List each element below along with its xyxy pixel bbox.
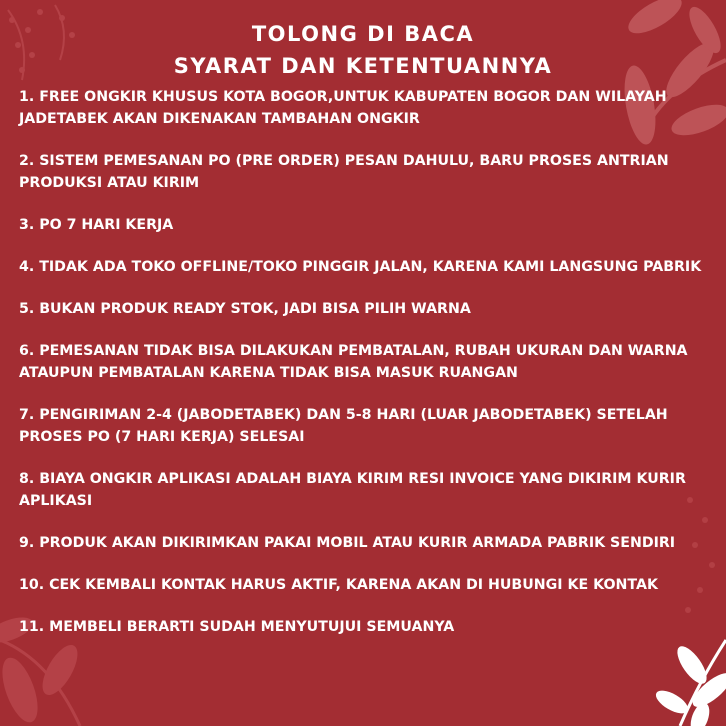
term-item: 3. PO 7 HARI KERJA [19, 217, 174, 233]
term-item: 11. MEMBELI BERARTI SUDAH MENYUTUJUI SEMUANYA [19, 619, 455, 635]
poster-title-line2: SYARAT DAN KETENTUANNYA [173, 54, 553, 78]
term-item: 8. BIAYA ONGKIR APLIKASI ADALAH BIAYA KIRIM RESI INVOICE YANG DIKIRIM KURIR APLIKASI [19, 471, 686, 509]
term-item: 7. PENGIRIMAN 2-4 (JABODETABEK) DAN 5-8 HARI (LUAR JABODETABEK) SETELAH PROSES PO (7 HARI KERJA) SELESAI [19, 407, 668, 445]
term-item: 6. PEMESANAN TIDAK BISA DILAKUKAN PEMBATALAN, RUBAH UKURAN DAN WARNA ATAUPUN PEMBATALAN KARENA TIDAK BISA MASUK RUANGAN [19, 343, 688, 381]
poster-title-line1: TOLONG DI BACA [251, 22, 475, 46]
terms-list [19, 86, 709, 658]
term-item: 4. TIDAK ADA TOKO OFFLINE/TOKO PINGGIR JALAN, KARENA KAMI LANGSUNG PABRIK [19, 259, 702, 275]
term-item: 9. PRODUK AKAN DIKIRIMKAN PAKAI MOBIL ATAU KURIR ARMADA PABRIK SENDIRI [19, 535, 676, 551]
term-item: 10. CEK KEMBALI KONTAK HARUS AKTIF, KARENA AKAN DI HUBUNGI KE KONTAK [19, 577, 658, 593]
term-item: 2. SISTEM PEMESANAN PO (PRE ORDER) PESAN DAHULU, BARU PROSES ANTRIAN PRODUKSI ATAU KIRIM [19, 153, 669, 191]
term-item: 1. FREE ONGKIR KHUSUS KOTA BOGOR,UNTUK KABUPATEN BOGOR DAN WILAYAH JADETABEK AKAN DIKENAKAN TAMBAHAN ONGKIR [19, 89, 667, 127]
term-item: 5. BUKAN PRODUK READY STOK, JADI BISA PILIH WARNA [19, 301, 471, 317]
